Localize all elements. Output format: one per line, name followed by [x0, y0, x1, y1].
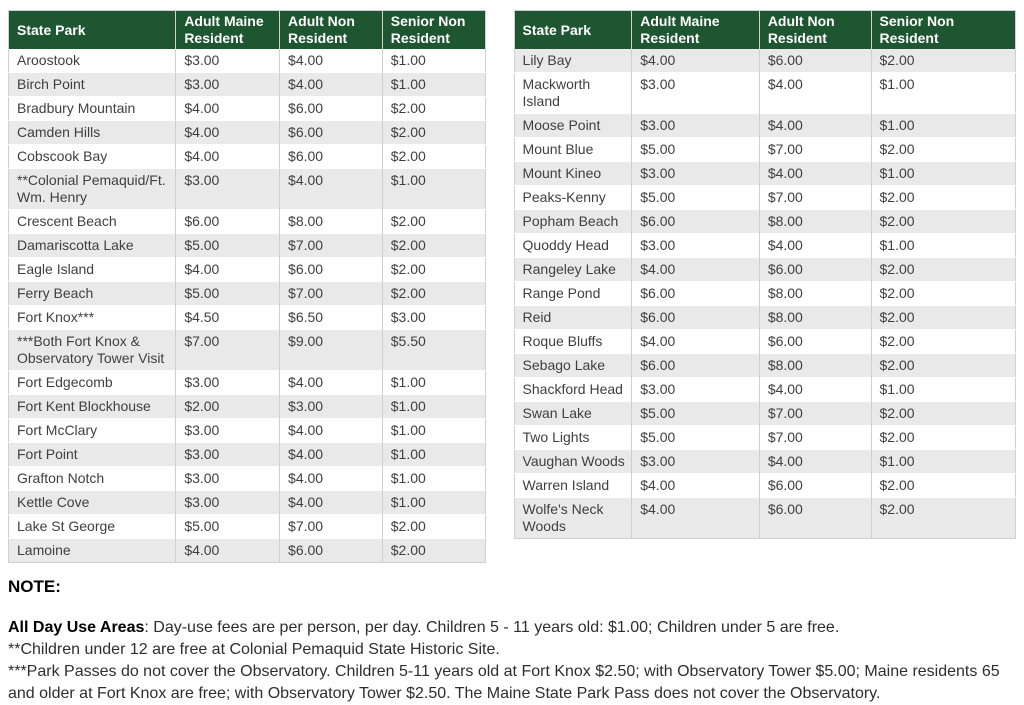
fee-cell: $6.00	[759, 49, 871, 73]
fee-cell: $4.00	[759, 73, 871, 114]
fee-cell: $5.00	[632, 426, 760, 450]
fee-cell: $2.00	[382, 145, 485, 169]
table-row	[9, 443, 486, 467]
fee-cell: $4.00	[176, 121, 280, 145]
fee-cell: $5.00	[176, 515, 280, 539]
fee-cell: $2.00	[382, 210, 485, 234]
fee-cell: $2.00	[871, 474, 1015, 498]
table-row	[514, 378, 1015, 402]
fee-cell: $4.00	[280, 467, 383, 491]
fee-cell: $5.00	[632, 402, 760, 426]
fee-cell: $1.00	[871, 378, 1015, 402]
table-row	[514, 186, 1015, 210]
fee-cell: $4.50	[176, 306, 280, 330]
fee-cell: $4.00	[280, 73, 383, 97]
fee-cell: $1.00	[382, 371, 485, 395]
fee-cell: $4.00	[280, 491, 383, 515]
park-name-cell: Range Pond	[514, 282, 632, 306]
fee-cell: $7.00	[759, 138, 871, 162]
table-row	[9, 467, 486, 491]
colonial-pemaquid-note: **Children under 12 are free at Colonial Pemaquid State Historic Site.	[8, 641, 500, 658]
fee-cell: $4.00	[759, 114, 871, 138]
park-name-cell: Reid	[514, 306, 632, 330]
table-row	[514, 114, 1015, 138]
park-name-cell: Lake St George	[9, 515, 176, 539]
table-row	[9, 395, 486, 419]
fee-cell: $8.00	[759, 306, 871, 330]
park-name-cell: Ferry Beach	[9, 282, 176, 306]
table-row	[9, 210, 486, 234]
table-row	[514, 234, 1015, 258]
fee-cell: $4.00	[632, 49, 760, 73]
park-name-cell: Fort Edgecomb	[9, 371, 176, 395]
table-row	[9, 515, 486, 539]
fee-cell: $9.00	[280, 330, 383, 371]
table-row	[514, 138, 1015, 162]
fee-cell: $2.00	[382, 515, 485, 539]
table-row	[9, 49, 486, 73]
fee-cell: $8.00	[759, 282, 871, 306]
column-header: Adult Maine Resident	[632, 11, 760, 50]
park-name-cell: Wolfe's Neck Woods	[514, 498, 632, 539]
fee-cell: $1.00	[871, 73, 1015, 114]
fee-cell: $2.00	[871, 186, 1015, 210]
fee-cell: $4.00	[759, 162, 871, 186]
table-row	[514, 282, 1015, 306]
fee-cell: $2.00	[871, 49, 1015, 73]
fee-cell: $1.00	[382, 467, 485, 491]
fee-cell: $3.00	[632, 114, 760, 138]
table-row	[514, 330, 1015, 354]
fee-cell: $3.00	[632, 162, 760, 186]
fee-cell: $4.00	[280, 169, 383, 210]
fee-cell: $4.00	[632, 498, 760, 539]
header-row	[514, 11, 1015, 50]
table-row	[9, 121, 486, 145]
fee-cell: $4.00	[280, 371, 383, 395]
table-row	[514, 450, 1015, 474]
park-name-cell: Mackworth Island	[514, 73, 632, 114]
table-row	[9, 330, 486, 371]
park-name-cell: Lamoine	[9, 539, 176, 563]
park-name-cell: Fort Kent Blockhouse	[9, 395, 176, 419]
park-name-cell: Damariscotta Lake	[9, 234, 176, 258]
fee-cell: $2.00	[871, 330, 1015, 354]
fee-cell: $8.00	[759, 354, 871, 378]
table-row	[514, 306, 1015, 330]
fee-cell: $4.00	[176, 145, 280, 169]
fee-cell: $3.00	[632, 73, 760, 114]
fee-cell: $2.00	[871, 402, 1015, 426]
fee-cell: $3.00	[176, 169, 280, 210]
table-row	[514, 354, 1015, 378]
column-header: Senior Non Resident	[382, 11, 485, 50]
fee-cell: $6.00	[632, 354, 760, 378]
table-row	[514, 426, 1015, 450]
fee-cell: $3.00	[382, 306, 485, 330]
table-row	[514, 474, 1015, 498]
park-name-cell: Two Lights	[514, 426, 632, 450]
park-name-cell: Popham Beach	[514, 210, 632, 234]
fee-cell: $8.00	[280, 210, 383, 234]
fee-cell: $2.00	[382, 234, 485, 258]
all-day-use-areas-label: All Day Use Areas	[8, 619, 145, 636]
table-row	[514, 162, 1015, 186]
park-name-cell: Swan Lake	[514, 402, 632, 426]
park-name-cell: Mount Blue	[514, 138, 632, 162]
column-header: Adult Maine Resident	[176, 11, 280, 50]
fee-cell: $2.00	[871, 258, 1015, 282]
park-name-cell: Roque Bluffs	[514, 330, 632, 354]
fee-cell: $1.00	[382, 491, 485, 515]
fee-cell: $4.00	[759, 378, 871, 402]
fee-cell: $2.00	[871, 498, 1015, 539]
fee-cell: $1.00	[382, 73, 485, 97]
fee-cell: $7.00	[280, 234, 383, 258]
fee-cell: $1.00	[382, 395, 485, 419]
park-name-cell: Fort Point	[9, 443, 176, 467]
fee-cell: $4.00	[280, 419, 383, 443]
fort-knox-observatory-note: ***Park Passes do not cover the Observatory. Children 5-11 years old at Fort Knox $2.50; with Observatory Tower $5.00; Maine residents 65 and older at Fort Knox are free; with Observatory Tower $2.50. The Maine State Park Pass does not cover the Observatory.	[8, 663, 1000, 702]
fee-cell: $2.00	[871, 354, 1015, 378]
table-row	[9, 73, 486, 97]
fee-tables-container	[8, 10, 1016, 563]
fee-cell: $6.00	[759, 498, 871, 539]
fee-cell: $7.00	[759, 402, 871, 426]
fee-cell: $3.00	[632, 450, 760, 474]
fee-cell: $5.50	[382, 330, 485, 371]
fee-cell: $3.00	[176, 491, 280, 515]
table-row	[9, 371, 486, 395]
fee-cell: $2.00	[382, 97, 485, 121]
fee-cell: $3.00	[280, 395, 383, 419]
fee-cell: $5.00	[632, 186, 760, 210]
fee-cell: $4.00	[176, 97, 280, 121]
fee-cell: $1.00	[382, 49, 485, 73]
fee-cell: $4.00	[632, 330, 760, 354]
fee-cell: $3.00	[176, 467, 280, 491]
fee-cell: $3.00	[176, 371, 280, 395]
park-name-cell: Grafton Notch	[9, 467, 176, 491]
fee-cell: $2.00	[871, 306, 1015, 330]
fee-cell: $4.00	[632, 474, 760, 498]
table-row	[9, 234, 486, 258]
park-name-cell: Vaughan Woods	[514, 450, 632, 474]
table-row	[9, 169, 486, 210]
table-row	[514, 402, 1015, 426]
park-name-cell: Cobscook Bay	[9, 145, 176, 169]
fee-cell: $6.00	[759, 258, 871, 282]
fee-cell: $2.00	[176, 395, 280, 419]
fee-cell: $6.00	[280, 258, 383, 282]
fee-cell: $7.00	[759, 186, 871, 210]
fee-cell: $6.00	[632, 210, 760, 234]
fee-cell: $2.00	[871, 210, 1015, 234]
fee-cell: $1.00	[871, 234, 1015, 258]
fee-cell: $2.00	[382, 539, 485, 563]
note-heading: NOTE:	[8, 577, 61, 596]
fee-cell: $6.00	[632, 306, 760, 330]
fee-cell: $1.00	[382, 419, 485, 443]
fee-cell: $2.00	[871, 138, 1015, 162]
fee-cell: $7.00	[176, 330, 280, 371]
fee-cell: $1.00	[871, 162, 1015, 186]
fee-cell: $3.00	[632, 234, 760, 258]
park-name-cell: Aroostook	[9, 49, 176, 73]
fee-cell: $6.00	[759, 330, 871, 354]
note-section	[8, 577, 1016, 705]
fee-cell: $6.50	[280, 306, 383, 330]
table-row	[9, 539, 486, 563]
table-row	[514, 498, 1015, 539]
park-name-cell: Bradbury Mountain	[9, 97, 176, 121]
fee-table-right	[514, 10, 1016, 539]
column-header: Adult Non Resident	[759, 11, 871, 50]
fee-cell: $8.00	[759, 210, 871, 234]
park-name-cell: Moose Point	[514, 114, 632, 138]
fee-cell: $7.00	[280, 282, 383, 306]
all-day-use-areas-text: : Day-use fees are per person, per day. Children 5 - 11 years old: $1.00; Children under 5 are free.	[144, 619, 840, 636]
column-header: State Park	[514, 11, 632, 50]
fee-cell: $6.00	[280, 145, 383, 169]
table-row	[9, 419, 486, 443]
park-name-cell: Sebago Lake	[514, 354, 632, 378]
fee-cell: $6.00	[280, 539, 383, 563]
fee-cell: $2.00	[382, 121, 485, 145]
fee-cell: $7.00	[759, 426, 871, 450]
fee-cell: $2.00	[382, 282, 485, 306]
fee-cell: $6.00	[176, 210, 280, 234]
table-row	[514, 73, 1015, 114]
fee-cell: $4.00	[632, 258, 760, 282]
table-row	[514, 210, 1015, 234]
park-name-cell: Lily Bay	[514, 49, 632, 73]
column-header: Adult Non Resident	[280, 11, 383, 50]
fee-cell: $6.00	[632, 282, 760, 306]
fee-cell: $1.00	[871, 114, 1015, 138]
header-row	[9, 11, 486, 50]
fee-cell: $3.00	[176, 443, 280, 467]
fee-cell: $2.00	[382, 258, 485, 282]
table-row	[9, 491, 486, 515]
fee-cell: $3.00	[176, 419, 280, 443]
park-name-cell: Crescent Beach	[9, 210, 176, 234]
park-name-cell: Shackford Head	[514, 378, 632, 402]
table-row	[514, 49, 1015, 73]
fee-cell: $2.00	[871, 426, 1015, 450]
fee-cell: $4.00	[280, 443, 383, 467]
fee-cell: $1.00	[382, 169, 485, 210]
table-row	[9, 145, 486, 169]
table-row	[9, 97, 486, 121]
fee-cell: $3.00	[632, 378, 760, 402]
park-name-cell: Mount Kineo	[514, 162, 632, 186]
park-name-cell: Fort Knox***	[9, 306, 176, 330]
fee-cell: $4.00	[759, 234, 871, 258]
fee-cell: $1.00	[871, 450, 1015, 474]
column-header: Senior Non Resident	[871, 11, 1015, 50]
fee-cell: $6.00	[280, 97, 383, 121]
fee-cell: $4.00	[280, 49, 383, 73]
note-body	[8, 617, 1016, 705]
fee-cell: $3.00	[176, 49, 280, 73]
park-name-cell: **Colonial Pemaquid/Ft. Wm. Henry	[9, 169, 176, 210]
fee-cell: $5.00	[632, 138, 760, 162]
fee-cell: $6.00	[759, 474, 871, 498]
fee-cell: $7.00	[280, 515, 383, 539]
park-name-cell: Kettle Cove	[9, 491, 176, 515]
table-row	[9, 282, 486, 306]
park-name-cell: Birch Point	[9, 73, 176, 97]
park-name-cell: Peaks-Kenny	[514, 186, 632, 210]
fee-cell: $4.00	[176, 539, 280, 563]
fee-cell: $1.00	[382, 443, 485, 467]
park-name-cell: Warren Island	[514, 474, 632, 498]
table-row	[9, 258, 486, 282]
fee-cell: $4.00	[759, 450, 871, 474]
column-header: State Park	[9, 11, 176, 50]
park-name-cell: Fort McClary	[9, 419, 176, 443]
table-row	[514, 258, 1015, 282]
park-name-cell: Camden Hills	[9, 121, 176, 145]
fee-cell: $4.00	[176, 258, 280, 282]
fee-cell: $5.00	[176, 282, 280, 306]
fee-cell: $3.00	[176, 73, 280, 97]
fee-cell: $5.00	[176, 234, 280, 258]
fee-table-left	[8, 10, 486, 563]
park-name-cell: Quoddy Head	[514, 234, 632, 258]
park-name-cell: ***Both Fort Knox & Observatory Tower Visit	[9, 330, 176, 371]
park-name-cell: Rangeley Lake	[514, 258, 632, 282]
park-name-cell: Eagle Island	[9, 258, 176, 282]
fee-cell: $6.00	[280, 121, 383, 145]
table-row	[9, 306, 486, 330]
fee-cell: $2.00	[871, 282, 1015, 306]
